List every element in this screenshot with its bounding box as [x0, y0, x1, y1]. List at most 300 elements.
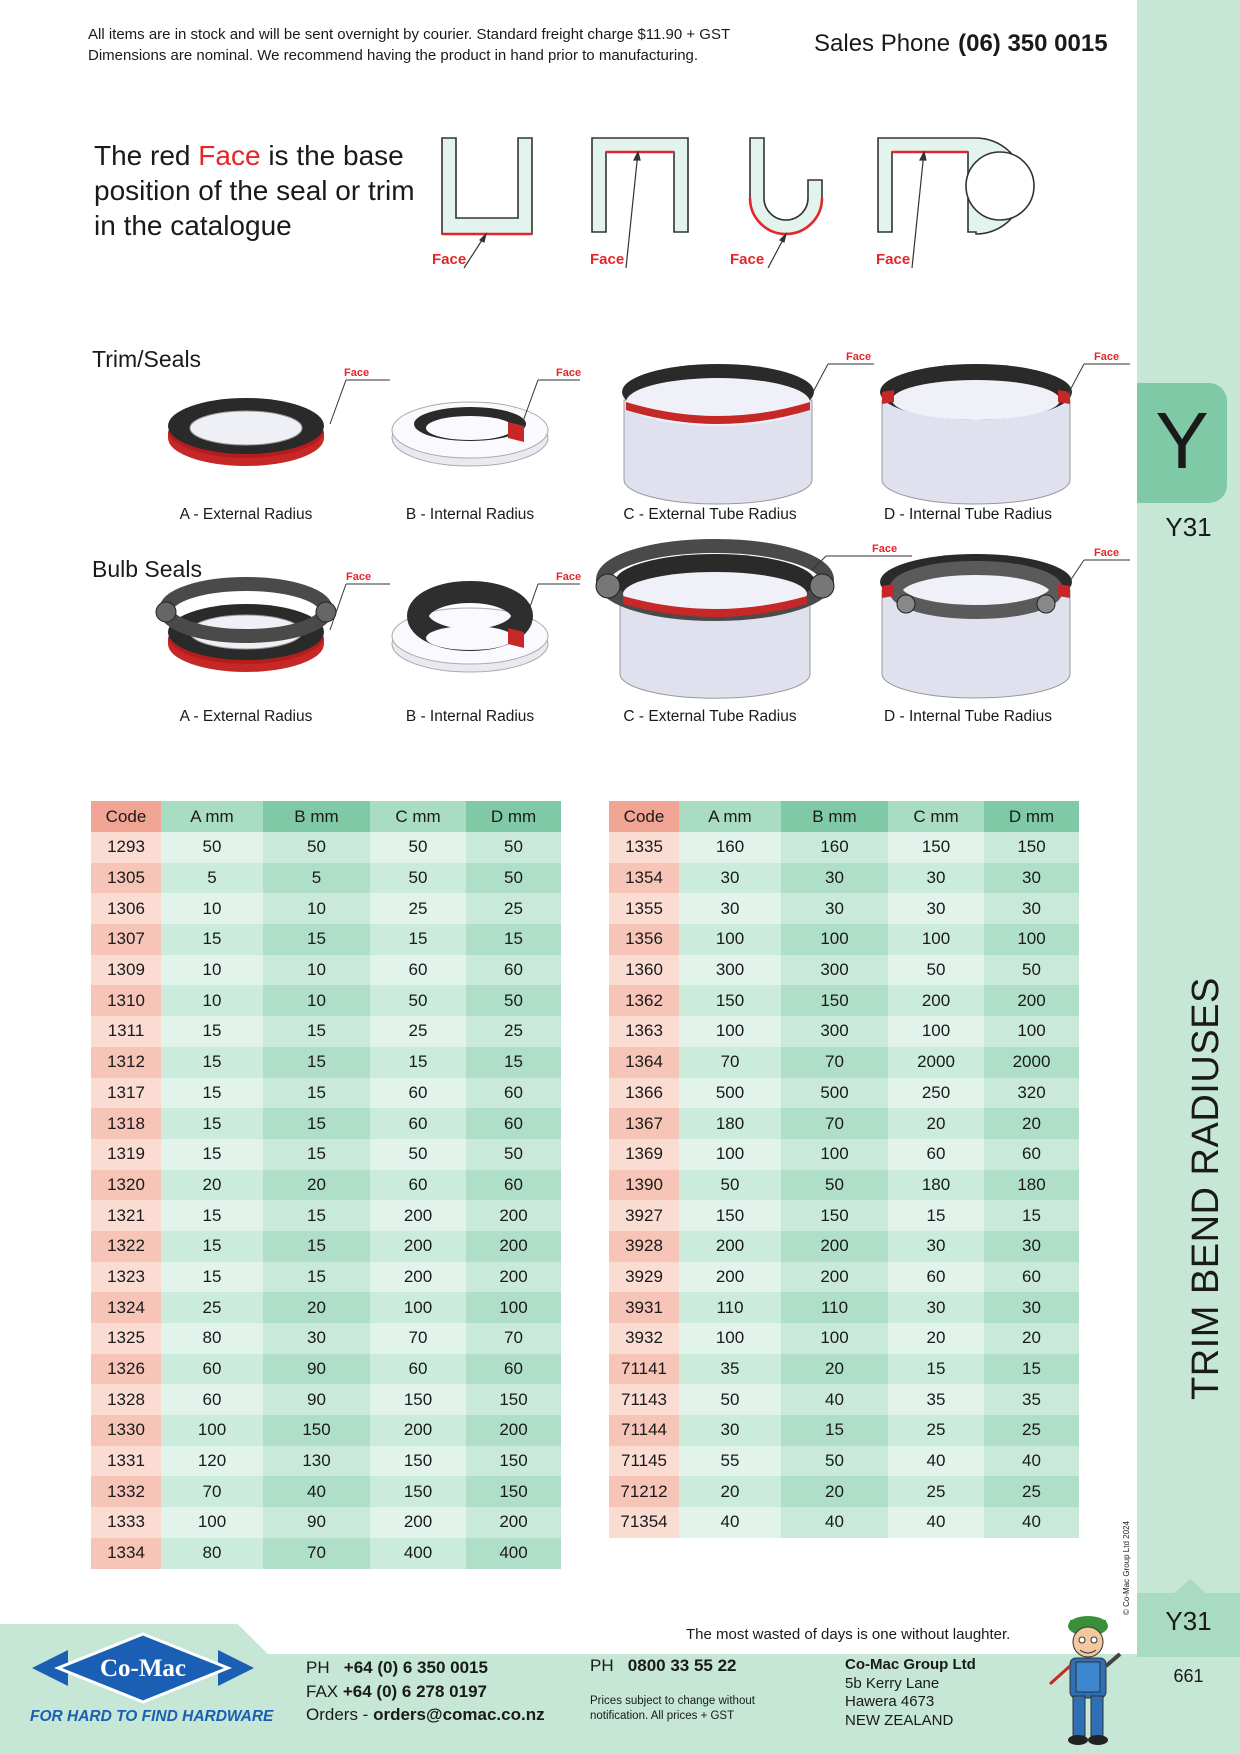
cell-b: 15 — [263, 1078, 370, 1109]
table-row — [91, 1507, 561, 1538]
table-row — [91, 832, 561, 863]
face-label: Face — [1094, 351, 1120, 363]
cell-d: 100 — [466, 1292, 561, 1323]
ph2-number[interactable]: 0800 33 55 22 — [627, 1656, 737, 1675]
cell-code: 1364 — [609, 1047, 679, 1078]
cell-d: 200 — [466, 1262, 561, 1293]
intro-after: is the base position of the seal or trim in the catalogue — [94, 140, 415, 241]
table-row — [91, 1016, 561, 1047]
table-row — [91, 1292, 561, 1323]
face-label: Face — [344, 367, 370, 379]
profile-diagrams — [420, 128, 1080, 278]
table-row — [91, 1047, 561, 1078]
cell-a: 30 — [679, 863, 781, 894]
contact-block — [306, 1656, 545, 1727]
cell-b: 300 — [781, 955, 888, 986]
cell-b: 500 — [781, 1078, 888, 1109]
cell-d: 200 — [984, 985, 1079, 1016]
table-row — [609, 1108, 1079, 1139]
cell-c: 60 — [370, 1170, 466, 1201]
cell-d: 15 — [466, 1047, 561, 1078]
cell-code: 1360 — [609, 955, 679, 986]
cell-c: 150 — [370, 1476, 466, 1507]
cell-b: 40 — [781, 1507, 888, 1538]
cell-a: 200 — [679, 1231, 781, 1262]
cell-c: 60 — [888, 1139, 984, 1170]
cell-d: 40 — [984, 1446, 1079, 1477]
cell-code: 3932 — [609, 1323, 679, 1354]
cell-a: 500 — [679, 1078, 781, 1109]
col-b: B mm — [781, 801, 888, 832]
cell-a: 30 — [679, 1415, 781, 1446]
tagline: FOR HARD TO FIND HARDWARE — [30, 1708, 274, 1725]
cell-a: 200 — [679, 1262, 781, 1293]
page-code-pointer — [1174, 1579, 1206, 1593]
sales-phone — [814, 30, 1108, 58]
cell-d: 15 — [466, 924, 561, 955]
table-row — [91, 1170, 561, 1201]
cell-b: 100 — [781, 1323, 888, 1354]
cell-b: 150 — [781, 985, 888, 1016]
cell-b: 160 — [781, 832, 888, 863]
cell-d: 150 — [466, 1476, 561, 1507]
cell-a: 15 — [161, 1262, 263, 1293]
cell-c: 200 — [370, 1507, 466, 1538]
cell-code: 1328 — [91, 1384, 161, 1415]
cell-a: 10 — [161, 893, 263, 924]
cell-d: 15 — [984, 1200, 1079, 1231]
cell-code: 1318 — [91, 1108, 161, 1139]
table-row — [609, 1231, 1079, 1262]
cell-a: 160 — [679, 832, 781, 863]
cell-code: 1332 — [91, 1476, 161, 1507]
cell-c: 200 — [370, 1200, 466, 1231]
cell-a: 20 — [679, 1476, 781, 1507]
cell-b: 50 — [263, 832, 370, 863]
cell-a: 70 — [161, 1476, 263, 1507]
cell-c: 30 — [888, 893, 984, 924]
face-label: Face — [346, 571, 372, 583]
cell-a: 120 — [161, 1446, 263, 1477]
cell-b: 100 — [781, 1139, 888, 1170]
cell-b: 15 — [263, 1139, 370, 1170]
cell-b: 20 — [263, 1292, 370, 1323]
cell-b: 200 — [781, 1231, 888, 1262]
cell-b: 15 — [263, 1262, 370, 1293]
cell-code: 1309 — [91, 955, 161, 986]
intro-face-word: Face — [198, 140, 261, 171]
cell-d: 150 — [466, 1446, 561, 1477]
cell-c: 50 — [370, 985, 466, 1016]
section-tab-letter: Y — [1155, 396, 1209, 485]
cell-code: 1335 — [609, 832, 679, 863]
table-row — [609, 1078, 1079, 1109]
cell-b: 300 — [781, 1016, 888, 1047]
cell-b: 15 — [263, 924, 370, 955]
cell-a: 15 — [161, 1108, 263, 1139]
table-row — [91, 1446, 561, 1477]
face-label: Face — [556, 571, 582, 583]
bulb-external-radius-figure — [156, 571, 390, 672]
cell-c: 50 — [370, 1139, 466, 1170]
cell-code: 71144 — [609, 1415, 679, 1446]
cell-d: 150 — [984, 832, 1079, 863]
cell-a: 20 — [161, 1170, 263, 1201]
orders-email[interactable]: orders@comac.co.nz — [373, 1705, 545, 1724]
cell-b: 90 — [263, 1507, 370, 1538]
cell-d: 100 — [984, 924, 1079, 955]
sales-phone-number[interactable]: (06) 350 0015 — [958, 30, 1108, 57]
cell-c: 50 — [888, 955, 984, 986]
table-header-row — [91, 801, 561, 832]
cell-a: 15 — [161, 1139, 263, 1170]
cell-c: 60 — [370, 955, 466, 986]
table-header-row — [609, 801, 1079, 832]
cell-b: 150 — [781, 1200, 888, 1231]
cell-b: 70 — [263, 1538, 370, 1569]
bulb-seal-illustrations — [150, 540, 1120, 700]
cell-a: 50 — [679, 1170, 781, 1201]
cell-d: 60 — [466, 1078, 561, 1109]
cell-c: 60 — [370, 1108, 466, 1139]
cell-d: 50 — [466, 1139, 561, 1170]
col-code: Code — [609, 801, 679, 832]
table-row — [91, 863, 561, 894]
cell-a: 50 — [679, 1384, 781, 1415]
table-row — [91, 1538, 561, 1569]
trim-seal-illustrations — [150, 350, 1120, 500]
cell-b: 70 — [781, 1108, 888, 1139]
cell-c: 25 — [370, 1016, 466, 1047]
cell-d: 70 — [466, 1323, 561, 1354]
table-row — [91, 924, 561, 955]
caption-trim-b: B - Internal Radius — [405, 506, 535, 523]
mascot-figure — [1040, 1604, 1130, 1754]
cell-b: 20 — [781, 1476, 888, 1507]
col-d: D mm — [984, 801, 1079, 832]
cell-d: 60 — [466, 1354, 561, 1385]
face-label: Face — [556, 367, 582, 379]
address-line-1: 5b Kerry Lane — [845, 1674, 940, 1692]
cell-c: 15 — [888, 1200, 984, 1231]
cell-code: 1356 — [609, 924, 679, 955]
caption-bulb-c: C - External Tube Radius — [623, 708, 797, 725]
cell-b: 40 — [263, 1476, 370, 1507]
caption-bulb-d: D - Internal Tube Radius — [883, 708, 1052, 725]
table-row — [91, 1415, 561, 1446]
u-channel-profile — [442, 138, 532, 234]
cell-code: 1293 — [91, 832, 161, 863]
cell-b: 110 — [781, 1292, 888, 1323]
cell-code: 1305 — [91, 863, 161, 894]
cell-a: 100 — [679, 924, 781, 955]
table-row — [609, 1200, 1079, 1231]
table-row — [609, 1415, 1079, 1446]
bulb-internal-tube-figure — [880, 547, 1130, 698]
cell-c: 25 — [370, 893, 466, 924]
table-row — [609, 985, 1079, 1016]
cell-code: 1367 — [609, 1108, 679, 1139]
cell-code: 1334 — [91, 1538, 161, 1569]
bulb-external-tube-figure — [596, 543, 912, 698]
cell-c: 30 — [888, 1231, 984, 1262]
cell-d: 180 — [984, 1170, 1079, 1201]
cell-b: 40 — [781, 1384, 888, 1415]
cell-c: 200 — [370, 1262, 466, 1293]
face-label: Face — [876, 251, 911, 268]
j-hook-profile — [750, 138, 822, 234]
cell-c: 100 — [370, 1292, 466, 1323]
cell-c: 30 — [888, 863, 984, 894]
cell-d: 200 — [466, 1507, 561, 1538]
cell-b: 30 — [781, 863, 888, 894]
cell-b: 10 — [263, 893, 370, 924]
cell-code: 1321 — [91, 1200, 161, 1231]
cell-c: 60 — [370, 1354, 466, 1385]
cell-d: 400 — [466, 1538, 561, 1569]
caption-trim-c: C - External Tube Radius — [623, 506, 797, 523]
table-row — [609, 863, 1079, 894]
trim-internal-radius-figure — [392, 367, 581, 466]
table-row — [609, 1016, 1079, 1047]
cell-d: 25 — [984, 1476, 1079, 1507]
cell-b: 150 — [263, 1415, 370, 1446]
cell-b: 15 — [263, 1200, 370, 1231]
table-row — [609, 1476, 1079, 1507]
cell-c: 15 — [888, 1354, 984, 1385]
cell-d: 60 — [466, 955, 561, 986]
cell-b: 10 — [263, 985, 370, 1016]
cell-code: 1312 — [91, 1047, 161, 1078]
table-row — [609, 1292, 1079, 1323]
page-number: 661 — [1173, 1666, 1204, 1686]
cell-d: 15 — [984, 1354, 1079, 1385]
cell-d: 30 — [984, 863, 1079, 894]
col-c: C mm — [370, 801, 466, 832]
cell-a: 10 — [161, 985, 263, 1016]
bulb-internal-radius-figure — [392, 571, 581, 672]
cell-a: 100 — [161, 1415, 263, 1446]
cell-c: 200 — [370, 1231, 466, 1262]
trim-external-tube-figure — [622, 351, 874, 504]
cell-a: 15 — [161, 1078, 263, 1109]
intro-before: The red — [94, 140, 191, 171]
cell-code: 1366 — [609, 1078, 679, 1109]
cell-c: 15 — [370, 1047, 466, 1078]
table-row — [609, 1446, 1079, 1477]
cell-code: 1363 — [609, 1016, 679, 1047]
cell-d: 50 — [466, 985, 561, 1016]
cell-a: 100 — [679, 1139, 781, 1170]
cell-b: 70 — [781, 1047, 888, 1078]
table-row — [91, 1384, 561, 1415]
cell-b: 5 — [263, 863, 370, 894]
price-note: Prices subject to change without notification. All prices + GST — [590, 1695, 755, 1722]
trim-internal-tube-figure — [880, 351, 1130, 504]
cell-code: 1306 — [91, 893, 161, 924]
cell-b: 15 — [263, 1016, 370, 1047]
cell-b: 30 — [263, 1323, 370, 1354]
cell-b: 90 — [263, 1384, 370, 1415]
cell-d: 25 — [984, 1415, 1079, 1446]
fax-label: FAX — [306, 1681, 339, 1701]
cell-b: 20 — [263, 1170, 370, 1201]
caption-trim-d: D - Internal Tube Radius — [883, 506, 1052, 523]
copyright: © Co-Mac Group Ltd 2024 — [1122, 1521, 1131, 1615]
table-row — [91, 955, 561, 986]
cell-code: 3929 — [609, 1262, 679, 1293]
cell-b: 90 — [263, 1354, 370, 1385]
cell-b: 50 — [781, 1170, 888, 1201]
ph-label: PH — [306, 1658, 330, 1677]
cell-a: 15 — [161, 1016, 263, 1047]
table-row — [91, 1231, 561, 1262]
table-row — [609, 893, 1079, 924]
cell-c: 60 — [370, 1078, 466, 1109]
cell-d: 2000 — [984, 1047, 1079, 1078]
cell-c: 100 — [888, 924, 984, 955]
cell-code: 1310 — [91, 985, 161, 1016]
cell-c: 25 — [888, 1476, 984, 1507]
cell-a: 100 — [161, 1507, 263, 1538]
fax-number[interactable]: +64 (0) 6 278 0197 — [342, 1681, 488, 1701]
cell-code: 1325 — [91, 1323, 161, 1354]
table-row — [609, 955, 1079, 986]
cell-c: 30 — [888, 1292, 984, 1323]
face-label: Face — [846, 351, 872, 363]
cell-a: 5 — [161, 863, 263, 894]
trim-seals-heading: Trim/Seals — [92, 346, 202, 372]
cell-a: 150 — [679, 985, 781, 1016]
cell-a: 80 — [161, 1538, 263, 1569]
cell-d: 35 — [984, 1384, 1079, 1415]
cell-b: 20 — [781, 1354, 888, 1385]
cell-a: 180 — [679, 1108, 781, 1139]
table-row — [91, 985, 561, 1016]
table-row — [91, 1323, 561, 1354]
cell-code: 1362 — [609, 985, 679, 1016]
cell-d: 40 — [984, 1507, 1079, 1538]
cell-c: 250 — [888, 1078, 984, 1109]
cell-a: 15 — [161, 924, 263, 955]
cell-d: 50 — [466, 863, 561, 894]
cell-c: 60 — [888, 1262, 984, 1293]
table-row — [91, 1108, 561, 1139]
cell-c: 180 — [888, 1170, 984, 1201]
notice-line-2: Dimensions are nominal. We recommend having the product in hand prior to manufacturing. — [88, 47, 699, 64]
cell-b: 15 — [263, 1108, 370, 1139]
cell-d: 100 — [984, 1016, 1079, 1047]
cell-d: 60 — [984, 1262, 1079, 1293]
table-row — [609, 924, 1079, 955]
cell-d: 50 — [984, 955, 1079, 986]
cell-c: 400 — [370, 1538, 466, 1569]
page-title: TRIM BEND RADIUSES — [1185, 977, 1227, 1400]
face-label: Face — [1094, 547, 1120, 559]
cell-code: 1317 — [91, 1078, 161, 1109]
cell-d: 200 — [466, 1200, 561, 1231]
cell-d: 25 — [466, 893, 561, 924]
footer-quote: The most wasted of days is one without laughter. — [686, 1626, 1011, 1643]
cell-c: 50 — [370, 863, 466, 894]
caption-trim-a: A - External Radius — [179, 506, 313, 523]
logo-text: Co-Mac — [99, 1655, 187, 1682]
face-label: Face — [730, 251, 765, 268]
cell-a: 30 — [679, 893, 781, 924]
cell-c: 150 — [888, 832, 984, 863]
cell-d: 30 — [984, 893, 1079, 924]
cell-c: 15 — [370, 924, 466, 955]
cell-a: 15 — [161, 1231, 263, 1262]
cell-code: 71141 — [609, 1354, 679, 1385]
cell-code: 71212 — [609, 1476, 679, 1507]
cell-c: 40 — [888, 1507, 984, 1538]
cell-c: 20 — [888, 1323, 984, 1354]
cell-a: 300 — [679, 955, 781, 986]
table-row — [91, 1262, 561, 1293]
table-row — [609, 1262, 1079, 1293]
cell-b: 100 — [781, 924, 888, 955]
cell-c: 20 — [888, 1108, 984, 1139]
address-line-2: Hawera 4673 — [845, 1693, 935, 1710]
freephone — [590, 1656, 737, 1676]
cell-code: 1322 — [91, 1231, 161, 1262]
cell-d: 30 — [984, 1231, 1079, 1262]
caption-bulb-b: B - Internal Radius — [405, 708, 535, 725]
address-line-3: NEW ZEALAND — [845, 1711, 954, 1729]
sales-phone-label: Sales Phone — [814, 30, 951, 57]
ph2-label: PH — [590, 1656, 614, 1675]
cell-c: 100 — [888, 1016, 984, 1047]
col-a: A mm — [161, 801, 263, 832]
table-row — [609, 1384, 1079, 1415]
caption-bulb-a: A - External Radius — [179, 708, 313, 725]
table-row — [609, 832, 1079, 863]
comac-logo[interactable] — [28, 1628, 258, 1704]
cell-a: 15 — [161, 1200, 263, 1231]
cell-a: 60 — [161, 1354, 263, 1385]
cell-a: 55 — [679, 1446, 781, 1477]
table-row — [91, 1354, 561, 1385]
cell-b: 200 — [781, 1262, 888, 1293]
face-label: Face — [590, 251, 625, 268]
cell-c: 200 — [370, 1415, 466, 1446]
company-name: Co-Mac Group Ltd — [845, 1656, 976, 1673]
cell-d: 60 — [466, 1170, 561, 1201]
cell-code: 1311 — [91, 1016, 161, 1047]
stock-notice — [88, 24, 730, 66]
section-code: Y31 — [1165, 512, 1212, 542]
cell-a: 100 — [679, 1016, 781, 1047]
cell-d: 320 — [984, 1078, 1079, 1109]
bulb-seals-heading: Bulb Seals — [92, 556, 202, 582]
ph-number[interactable]: +64 (0) 6 350 0015 — [343, 1658, 488, 1677]
col-c: C mm — [888, 801, 984, 832]
cell-d: 30 — [984, 1292, 1079, 1323]
side-strip — [1137, 0, 1240, 1754]
cell-a: 80 — [161, 1323, 263, 1354]
cell-code: 71145 — [609, 1446, 679, 1477]
cell-code: 1333 — [91, 1507, 161, 1538]
cell-c: 40 — [888, 1446, 984, 1477]
cell-b: 50 — [781, 1446, 888, 1477]
cell-c: 50 — [370, 832, 466, 863]
face-explanation — [94, 138, 424, 243]
col-a: A mm — [679, 801, 781, 832]
cell-a: 50 — [161, 832, 263, 863]
cell-code: 1307 — [91, 924, 161, 955]
cell-d: 200 — [466, 1231, 561, 1262]
